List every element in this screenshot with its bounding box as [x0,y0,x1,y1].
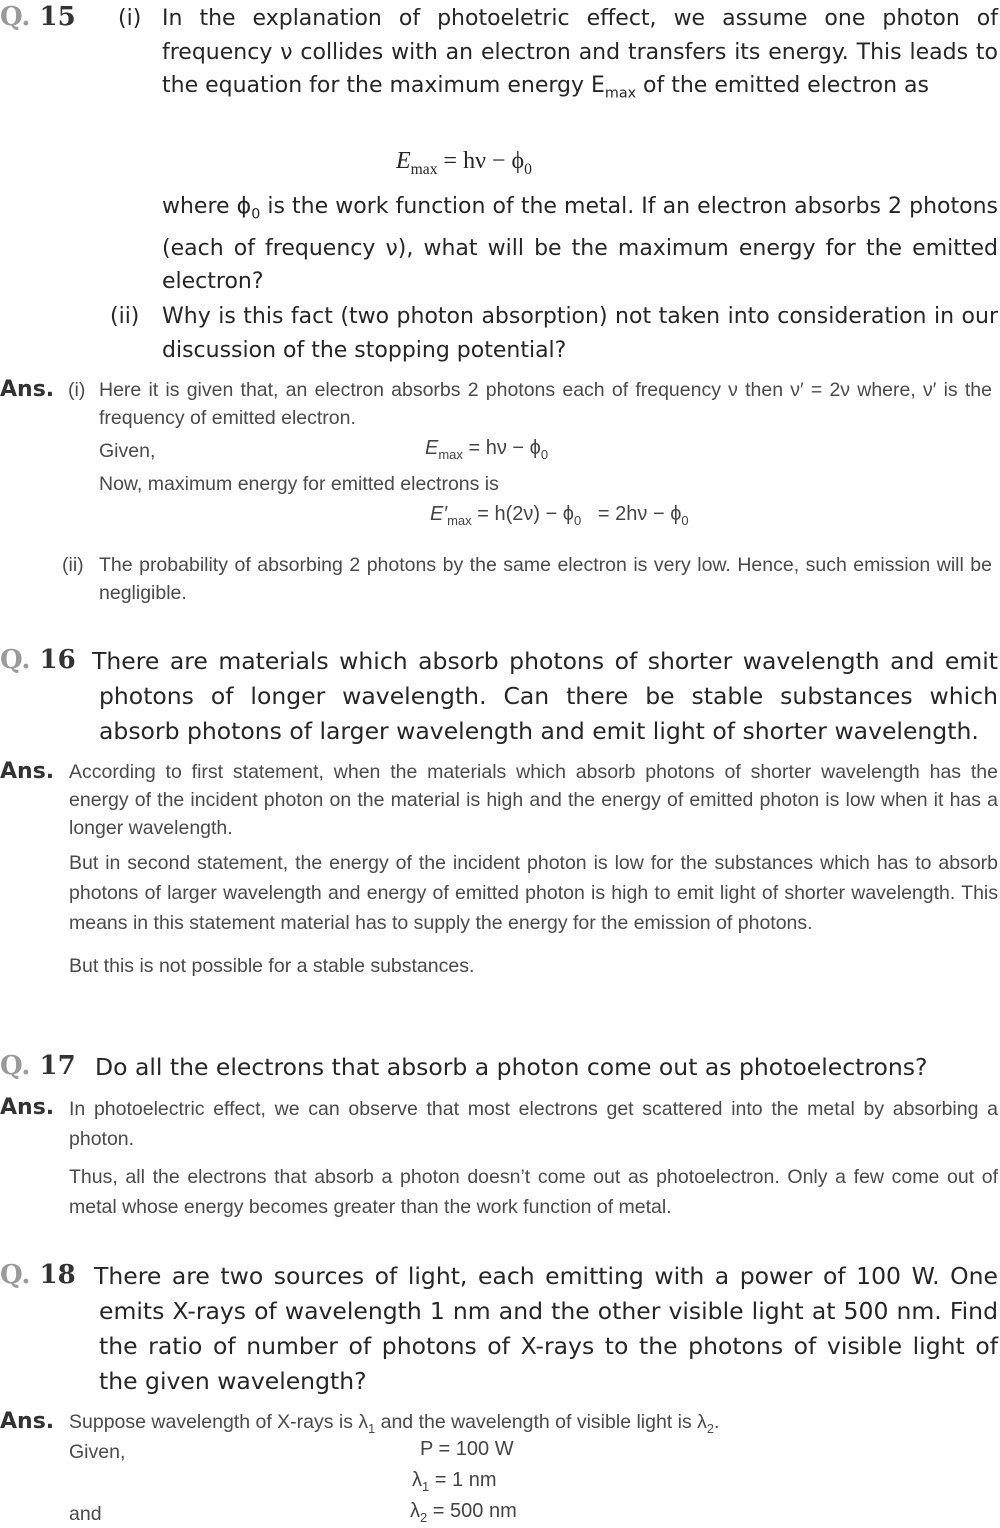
question-text: Why is this fact (two photon absorption) not taken into consideration in our discussion of the stopping potential? [162,304,998,363]
answer-label: Ans. [0,1409,55,1434]
question-label-15 [0,2,76,32]
eq-part: = 1 nm [429,1469,497,1491]
equation [396,148,532,179]
subscript: 0 [251,206,261,223]
question-number: 15 [39,2,76,32]
equation [430,503,689,528]
eq-sub: 0 [681,513,689,528]
given-label: Given, [99,440,156,462]
eq-part: = h(2ν) − ϕ [471,503,575,525]
q-letter: Q [0,645,22,675]
equation-power: P = 100 W [420,1438,514,1460]
eq-part: E [425,437,439,459]
text: where ϕ [162,194,252,219]
part-label: (i) [118,6,142,31]
question-text: Do all the electrons that absorb a photon come out as photoelectrons? [95,1053,928,1081]
part-label: (ii) [110,304,140,329]
given-label: Given, [69,1441,126,1463]
eq-part: = 2hν − ϕ [581,503,682,525]
text: Suppose wavelength of X-rays is λ [69,1411,369,1433]
eq-sub: 0 [540,447,549,462]
question-number: 18 [39,1260,76,1290]
equation [425,437,548,462]
eq-part: = 500 nm [427,1500,517,1522]
eq-sub: 0 [524,160,532,178]
eq-part: E′ [430,503,448,525]
q-letter: Q [0,2,22,32]
text: and the wavelength of visible light is λ [375,1411,707,1433]
answer-text: Now, maximum energy for emitted electrons is [99,473,499,495]
part-label: (i) [68,379,86,401]
answer-paragraph: But in second statement, the energy of the incident photon is low for the substances which has to absorb photons of larger wavelength and energy of emitted photon is high to emit light of shorter wavelength. This means in this statement material has to supply the energy for the emission of photons. [69,852,998,934]
answer-label: Ans. [0,759,55,784]
answer-label: Ans. [0,1095,55,1120]
question-label-16 [0,645,76,675]
question-text: There are two sources of light, each emitting with a power of 100 W. One emits X-rays of wavelength 1 nm and the other visible light at 500 nm. Find the ratio of number of photons of X-rays to the photons of visible light of the given wavelength? [94,1262,998,1395]
question-text [162,2,998,111]
question-text [162,190,998,299]
q-letter: Q [0,1051,22,1081]
question-label-18 [0,1260,76,1290]
question-text: There are materials which absorb photons of shorter wavelength and emit photons of longer wavelength. Can there be stable substances which absorb photons of larger wavelength and emit light of shorter wavelength. [92,647,998,745]
equation-lambda1 [412,1469,497,1494]
eq-sub: 2 [420,1510,428,1525]
eq-sub: max [410,160,438,178]
subscript: 1 [368,1421,376,1436]
text: . [713,1411,720,1433]
answer-paragraph: According to first statement, when the materials which absorb photons of shorter wavelength has the energy of the incident photon on the material is high and the energy of emitted photon is low when it has a longer wavelength. [69,761,998,839]
question-number: 16 [39,645,76,675]
text: In the explanation of photoeletric effect, we assume one photon of frequency ν collides with an electron and transfers its energy. This leads to the equation for the maximum energy E [162,6,998,98]
subscript: 2 [706,1421,714,1436]
question-label-17 [0,1051,76,1081]
eq-sub: 0 [574,513,582,528]
eq-part: λ [410,1500,420,1522]
q-dot: . [21,1051,31,1081]
q-dot: . [21,2,31,32]
answer-body [69,758,998,980]
answer-paragraph: Thus, all the electrons that absorb a photon doesn’t come out as photoelectron. Only a few come out of metal whose energy becomes greater than the work function of metal. [69,1166,998,1218]
eq-sub: max [438,447,463,462]
answer-text: The probability of absorbing 2 photons by the same electron is very low. Hence, such emission will be negligible. [99,554,992,604]
text: of the emitted electron as [636,73,929,98]
equation-lambda2 [410,1500,517,1525]
eq-part: = hν − ϕ [462,437,541,459]
answer-label: Ans. [0,377,55,402]
eq-sub: max [447,513,472,528]
eq-sub: 1 [422,1479,430,1494]
q-dot: . [21,645,31,675]
eq-part: λ [412,1469,422,1491]
eq-part: = hν − ϕ [437,148,525,174]
answer-paragraph: In photoelectric effect, we can observe that most electrons get scattered into the metal by absorbing a photon. [69,1098,998,1150]
eq-part: E [396,148,411,174]
part-label: (ii) [62,554,84,576]
answer-text [69,1408,719,1443]
q-dot: . [21,1260,31,1290]
answer-paragraph: But this is not possible for a stable substances. [69,955,475,977]
and-label: and [69,1503,102,1525]
question-number: 17 [39,1051,76,1081]
answer-text: Here it is given that, an electron absorbs 2 photons each of frequency ν then ν′ = 2ν where, ν′ is the frequency of emitted electron. [99,379,992,429]
subscript: max [604,85,637,102]
answer-body [69,1094,998,1222]
q-letter: Q [0,1260,22,1290]
text: is the work function of the metal. If an electron absorbs 2 photons (each of frequency ν), what will be the maximum energy for the emitted electron? [162,194,998,295]
